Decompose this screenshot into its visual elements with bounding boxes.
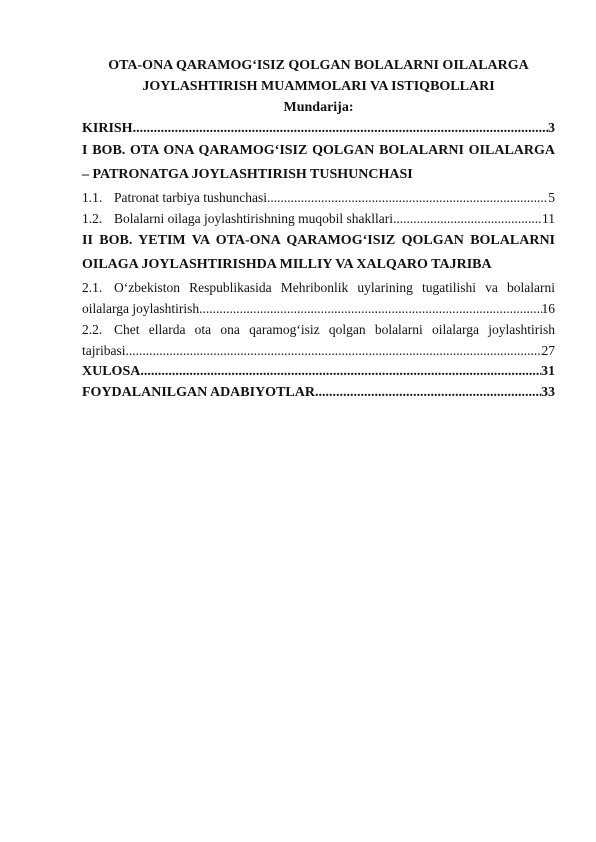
toc-page-number: 33: [541, 385, 555, 400]
toc-entry-2-1-line-2: [82, 298, 555, 319]
document-page: [82, 55, 555, 403]
toc-page-number: 16: [541, 301, 555, 316]
toc-entry-label: Chet ellarda ota ona qaramog‘isiz qolgan bolalarni oilalarga joylashtirish: [114, 322, 555, 337]
toc-leader-dots: [133, 118, 548, 139]
toc-entry-label: KIRISH: [82, 121, 133, 136]
toc-entry-2-2-line-2: [82, 340, 555, 361]
toc-leader-dots: [315, 382, 541, 403]
toc-chapter-2[interactable]: [82, 229, 555, 277]
toc-leader-dots: [393, 208, 542, 229]
toc-chapter-1[interactable]: [82, 139, 555, 187]
toc-chapter-1-line-1: I BOB. OTA ONA QARAMOG‘ISIZ QOLGAN BOLALARNI OILALARGA: [82, 143, 555, 158]
toc-entry-1-2[interactable]: [82, 208, 555, 229]
document-title-line-2: JOYLASHTIRISH MUAMMOLARI VA ISTIQBOLLARI: [142, 79, 495, 94]
table-of-contents: [82, 118, 555, 403]
toc-leader-dots: [199, 298, 541, 319]
toc-chapter-1-line-2: – PATRONATGA JOYLASHTIRISH TUSHUNCHASI: [82, 167, 413, 182]
toc-page-number: 31: [541, 364, 555, 379]
toc-entry-index: 2.2.: [82, 322, 103, 337]
toc-chapter-2-line-1: II BOB. YETIM VA OTA-ONA QARAMOG‘ISIZ QOLGAN BOLALARNI: [82, 233, 555, 248]
toc-entry-2-2[interactable]: [82, 319, 555, 361]
toc-leader-dots: [267, 187, 548, 208]
toc-entry-references[interactable]: [82, 382, 555, 403]
toc-entry-intro[interactable]: [82, 118, 555, 139]
toc-entry-label: Bolalarni oilaga joylashtirishning muqobil shakllari: [114, 211, 393, 226]
document-title-line-1: OTA-ONA QARAMOG‘ISIZ QOLGAN BOLALARNI OILALARGA: [108, 58, 529, 73]
toc-entry-2-2-line-1: [82, 319, 555, 340]
toc-page-number: 5: [548, 190, 555, 205]
toc-entry-2-1[interactable]: [82, 277, 555, 319]
toc-entry-label: XULOSA: [82, 364, 141, 379]
toc-page-number: 3: [548, 121, 555, 136]
contents-heading: Mundarija:: [283, 100, 354, 115]
toc-entry-1-1[interactable]: [82, 187, 555, 208]
toc-entry-label: O‘zbekiston Respublikasida Mehribonlik uylarining tugatilishi va bolalarni: [114, 280, 555, 295]
toc-entry-label-continued: tajribasi: [82, 343, 126, 358]
toc-leader-dots: [140, 361, 541, 382]
toc-chapter-2-line-2: OILAGA JOYLASHTIRISHDA MILLIY VA XALQARO TAJRIBA: [82, 257, 492, 272]
toc-entry-index: 2.1.: [82, 280, 103, 295]
toc-page-number: 11: [542, 211, 555, 226]
toc-entry-2-1-line-1: [82, 277, 555, 298]
toc-entry-label: FOYDALANILGAN ADABIYOTLAR: [82, 385, 315, 400]
toc-entry-conclusion[interactable]: [82, 361, 555, 382]
toc-leader-dots: [126, 340, 542, 361]
toc-entry-label: Patronat tarbiya tushunchasi: [114, 190, 267, 205]
toc-page-number: 27: [541, 343, 555, 358]
toc-entry-index: 1.1.: [82, 190, 103, 205]
toc-entry-index: 1.2.: [82, 211, 103, 226]
toc-entry-label-continued: oilalarga joylashtirish: [82, 301, 200, 316]
